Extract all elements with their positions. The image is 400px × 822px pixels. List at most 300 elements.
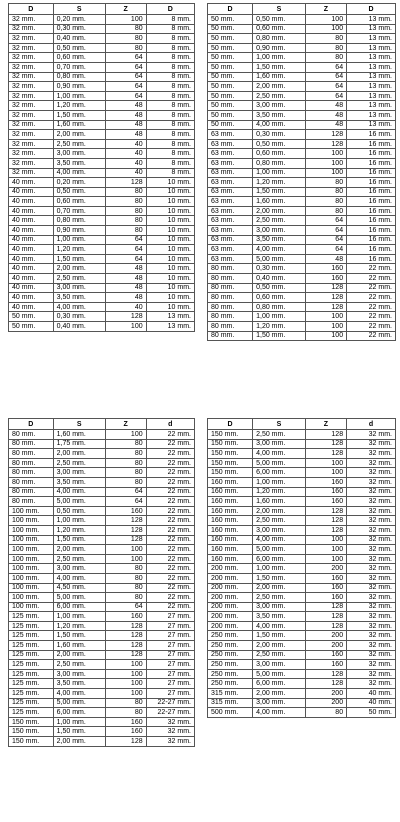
header-cell: Z — [305, 4, 346, 15]
table-row — [208, 458, 396, 468]
table-row — [208, 15, 396, 25]
table-row — [9, 525, 195, 535]
header-cell: d — [146, 419, 194, 430]
cell-teeth: 64 — [305, 245, 346, 255]
header-cell: S — [253, 4, 306, 15]
table-row — [208, 535, 396, 545]
cell-teeth: 100 — [105, 322, 146, 332]
cell-teeth: 160 — [305, 274, 346, 284]
cell-thickness: 0,40 mm. — [253, 274, 306, 284]
cell-diameter: 50 mm. — [208, 72, 253, 82]
cell-thickness: 1,60 mm. — [253, 497, 306, 507]
cell-bore: 16 mm. — [347, 158, 396, 168]
cell-bore: 10 mm. — [146, 283, 194, 293]
cell-diameter: 40 mm. — [9, 197, 54, 207]
table-row — [208, 679, 396, 689]
cell-bore: 22 mm. — [347, 274, 396, 284]
cell-bore: 32 mm. — [347, 631, 396, 641]
cell-bore: 13 mm. — [347, 110, 396, 120]
cell-thickness: 1,50 mm. — [53, 254, 105, 264]
table-row — [208, 439, 396, 449]
table-row — [9, 24, 195, 34]
cell-bore: 16 mm. — [347, 130, 396, 140]
cell-teeth: 100 — [305, 158, 346, 168]
cell-bore: 16 mm. — [347, 235, 396, 245]
cell-diameter: 63 mm. — [208, 139, 253, 149]
cell-diameter: 125 mm. — [9, 650, 54, 660]
cell-diameter: 100 mm. — [9, 602, 54, 612]
table-row — [208, 650, 396, 660]
cell-diameter: 100 mm. — [9, 516, 54, 526]
cell-thickness: 4,00 mm. — [253, 120, 306, 130]
cell-bore: 8 mm. — [146, 34, 194, 44]
header-row — [208, 4, 396, 15]
cell-teeth: 80 — [105, 226, 146, 236]
cell-diameter: 63 mm. — [208, 197, 253, 207]
cell-diameter: 32 mm. — [9, 62, 54, 72]
cell-thickness: 0,80 mm. — [253, 158, 306, 168]
cell-thickness: 5,00 mm. — [53, 497, 105, 507]
cell-bore: 10 mm. — [146, 226, 194, 236]
cell-teeth: 40 — [105, 158, 146, 168]
cell-bore: 8 mm. — [146, 110, 194, 120]
cell-teeth: 128 — [305, 130, 346, 140]
table-row — [208, 101, 396, 111]
cell-diameter: 63 mm. — [208, 158, 253, 168]
cell-bore: 32 mm. — [347, 506, 396, 516]
cell-thickness: 0,60 mm. — [253, 24, 306, 34]
table-row — [9, 206, 195, 216]
cell-thickness: 0,30 mm. — [253, 130, 306, 140]
table-row — [9, 737, 195, 747]
cell-bore: 22 mm. — [347, 322, 396, 332]
cell-teeth: 80 — [105, 439, 146, 449]
table-row — [9, 497, 195, 507]
table-row — [9, 698, 195, 708]
cell-thickness: 3,00 mm. — [53, 149, 105, 159]
cell-diameter: 250 mm. — [208, 660, 253, 670]
cell-teeth: 80 — [105, 708, 146, 718]
cell-diameter: 150 mm. — [9, 717, 54, 727]
table-row — [208, 24, 396, 34]
cell-diameter: 32 mm. — [9, 139, 54, 149]
cell-thickness: 2,50 mm. — [253, 516, 306, 526]
cell-diameter: 160 mm. — [208, 497, 253, 507]
cell-diameter: 32 mm. — [9, 130, 54, 140]
cell-bore: 13 mm. — [347, 53, 396, 63]
cell-diameter: 250 mm. — [208, 669, 253, 679]
table-row — [208, 72, 396, 82]
table-row — [9, 101, 195, 111]
cell-thickness: 2,00 mm. — [53, 545, 105, 555]
table-row — [9, 468, 195, 478]
cell-diameter: 50 mm. — [208, 82, 253, 92]
table-row — [208, 206, 396, 216]
cell-thickness: 1,50 mm. — [253, 631, 306, 641]
cell-teeth: 160 — [305, 660, 346, 670]
table-row — [9, 708, 195, 718]
cell-bore: 16 mm. — [347, 206, 396, 216]
table-row — [9, 554, 195, 564]
cell-thickness: 0,40 mm. — [53, 34, 105, 44]
cell-bore: 32 mm. — [347, 516, 396, 526]
table-row — [9, 312, 195, 322]
cell-bore: 22 mm. — [146, 583, 194, 593]
cell-thickness: 3,50 mm. — [253, 110, 306, 120]
cell-bore: 27 mm. — [146, 689, 194, 699]
cell-bore: 22 mm. — [146, 497, 194, 507]
cell-teeth: 128 — [105, 312, 146, 322]
cell-bore: 32 mm. — [347, 468, 396, 478]
cell-thickness: 2,00 mm. — [53, 449, 105, 459]
cell-teeth: 128 — [105, 178, 146, 188]
cell-bore: 32 mm. — [347, 583, 396, 593]
cell-diameter: 100 mm. — [9, 573, 54, 583]
cell-teeth: 80 — [105, 468, 146, 478]
table-row — [9, 669, 195, 679]
table-row — [208, 430, 396, 440]
cell-bore: 8 mm. — [146, 24, 194, 34]
header-cell: S — [53, 419, 105, 430]
cell-thickness: 1,00 mm. — [53, 717, 105, 727]
cell-thickness: 1,20 mm. — [253, 178, 306, 188]
cell-thickness: 3,00 mm. — [253, 226, 306, 236]
table-row — [208, 53, 396, 63]
cell-teeth: 80 — [305, 197, 346, 207]
cell-thickness: 1,20 mm. — [53, 101, 105, 111]
cell-bore: 32 mm. — [347, 430, 396, 440]
table-body — [208, 15, 396, 341]
cell-teeth: 160 — [105, 727, 146, 737]
cell-teeth: 128 — [305, 506, 346, 516]
cell-bore: 22 mm. — [146, 430, 194, 440]
cell-bore: 16 mm. — [347, 139, 396, 149]
cell-diameter: 200 mm. — [208, 593, 253, 603]
cell-teeth: 100 — [305, 15, 346, 25]
table-row — [208, 245, 396, 255]
cell-bore: 32 mm. — [146, 727, 194, 737]
cell-teeth: 128 — [105, 621, 146, 631]
cell-bore: 32 mm. — [347, 487, 396, 497]
cell-thickness: 2,50 mm. — [253, 650, 306, 660]
table-row — [9, 158, 195, 168]
cell-bore: 22 mm. — [347, 293, 396, 303]
cell-teeth: 160 — [305, 477, 346, 487]
cell-thickness: 4,00 mm. — [253, 621, 306, 631]
cell-teeth: 80 — [105, 216, 146, 226]
table-row — [208, 602, 396, 612]
cell-diameter: 80 mm. — [208, 312, 253, 322]
table-row — [9, 583, 195, 593]
cell-diameter: 200 mm. — [208, 583, 253, 593]
table-row — [208, 293, 396, 303]
cell-thickness: 6,00 mm. — [253, 679, 306, 689]
cell-bore: 27 mm. — [146, 669, 194, 679]
cell-teeth: 100 — [305, 322, 346, 332]
cell-bore: 13 mm. — [146, 322, 194, 332]
cell-thickness: 1,00 mm. — [253, 564, 306, 574]
cell-teeth: 64 — [305, 216, 346, 226]
cell-bore: 32 mm. — [347, 525, 396, 535]
header-cell: D — [347, 4, 396, 15]
cell-thickness: 1,20 mm. — [53, 621, 105, 631]
cell-bore: 22 mm. — [146, 535, 194, 545]
table-row — [208, 139, 396, 149]
cell-diameter: 40 mm. — [9, 226, 54, 236]
cell-diameter: 80 mm. — [208, 264, 253, 274]
cell-bore: 10 mm. — [146, 235, 194, 245]
table-row — [208, 477, 396, 487]
cell-diameter: 32 mm. — [9, 82, 54, 92]
cell-teeth: 128 — [305, 302, 346, 312]
cell-bore: 8 mm. — [146, 149, 194, 159]
cell-teeth: 80 — [105, 187, 146, 197]
cell-bore: 27 mm. — [146, 612, 194, 622]
cell-thickness: 0,90 mm. — [253, 43, 306, 53]
cell-thickness: 2,50 mm. — [53, 554, 105, 564]
cell-bore: 8 mm. — [146, 43, 194, 53]
cell-diameter: 125 mm. — [9, 621, 54, 631]
table-row — [208, 689, 396, 699]
cell-diameter: 160 mm. — [208, 535, 253, 545]
cell-teeth: 64 — [105, 235, 146, 245]
header-cell: Z — [105, 419, 146, 430]
cell-teeth: 128 — [305, 430, 346, 440]
cell-teeth: 48 — [105, 101, 146, 111]
cell-teeth: 100 — [105, 689, 146, 699]
spec-table-2 — [207, 3, 396, 341]
cell-diameter: 40 mm. — [9, 293, 54, 303]
cell-thickness: 5,00 mm. — [253, 254, 306, 264]
cell-teeth: 128 — [105, 650, 146, 660]
cell-bore: 22 mm. — [146, 554, 194, 564]
cell-teeth: 48 — [105, 293, 146, 303]
cell-teeth: 160 — [305, 650, 346, 660]
cell-teeth: 100 — [305, 458, 346, 468]
table-row — [9, 245, 195, 255]
cell-thickness: 0,60 mm. — [253, 149, 306, 159]
table-row — [9, 516, 195, 526]
cell-thickness: 2,50 mm. — [53, 458, 105, 468]
cell-diameter: 50 mm. — [208, 34, 253, 44]
cell-thickness: 1,20 mm. — [53, 525, 105, 535]
header-cell: D — [146, 4, 194, 15]
table-row — [9, 535, 195, 545]
table-row — [208, 468, 396, 478]
cell-teeth: 128 — [305, 525, 346, 535]
table-row — [9, 110, 195, 120]
cell-diameter: 63 mm. — [208, 130, 253, 140]
cell-thickness: 4,00 mm. — [253, 449, 306, 459]
cell-teeth: 80 — [105, 564, 146, 574]
cell-teeth: 160 — [305, 497, 346, 507]
cell-teeth: 200 — [305, 689, 346, 699]
table-row — [208, 178, 396, 188]
cell-thickness: 1,50 mm. — [253, 62, 306, 72]
cell-diameter: 50 mm. — [208, 43, 253, 53]
cell-bore: 13 mm. — [347, 43, 396, 53]
cell-bore: 16 mm. — [347, 245, 396, 255]
cell-thickness: 0,90 mm. — [53, 226, 105, 236]
cell-bore: 16 mm. — [347, 197, 396, 207]
table-row — [208, 254, 396, 264]
cell-teeth: 160 — [305, 593, 346, 603]
cell-thickness: 5,00 mm. — [253, 458, 306, 468]
cell-diameter: 50 mm. — [9, 322, 54, 332]
cell-bore: 10 mm. — [146, 245, 194, 255]
cell-thickness: 0,80 mm. — [253, 34, 306, 44]
table-row — [9, 187, 195, 197]
table-row — [208, 283, 396, 293]
cell-teeth: 80 — [105, 197, 146, 207]
cell-thickness: 2,00 mm. — [53, 130, 105, 140]
cell-thickness: 1,50 mm. — [253, 573, 306, 583]
cell-teeth: 64 — [105, 254, 146, 264]
table-row — [208, 497, 396, 507]
cell-teeth: 100 — [105, 679, 146, 689]
cell-diameter: 63 mm. — [208, 245, 253, 255]
table-body — [9, 430, 195, 747]
cell-teeth: 200 — [305, 631, 346, 641]
table-row — [9, 621, 195, 631]
cell-diameter: 80 mm. — [208, 302, 253, 312]
cell-thickness: 1,00 mm. — [53, 516, 105, 526]
table-row — [9, 149, 195, 159]
cell-diameter: 125 mm. — [9, 660, 54, 670]
cell-thickness: 1,75 mm. — [53, 439, 105, 449]
cell-bore: 13 mm. — [347, 15, 396, 25]
cell-teeth: 128 — [105, 525, 146, 535]
cell-thickness: 1,00 mm. — [53, 612, 105, 622]
table-row — [208, 120, 396, 130]
cell-thickness: 1,60 mm. — [53, 641, 105, 651]
cell-thickness: 1,50 mm. — [53, 110, 105, 120]
table-row — [9, 264, 195, 274]
cell-diameter: 80 mm. — [208, 283, 253, 293]
table-row — [9, 545, 195, 555]
cell-thickness: 2,00 mm. — [253, 506, 306, 516]
cell-bore: 10 mm. — [146, 197, 194, 207]
cell-teeth: 80 — [105, 458, 146, 468]
cell-diameter: 80 mm. — [9, 477, 54, 487]
cell-thickness: 3,50 mm. — [53, 158, 105, 168]
table-row — [208, 235, 396, 245]
cell-bore: 32 mm. — [347, 497, 396, 507]
table-row — [9, 602, 195, 612]
cell-teeth: 128 — [305, 139, 346, 149]
cell-thickness: 4,00 mm. — [253, 535, 306, 545]
cell-bore: 10 mm. — [146, 254, 194, 264]
cell-teeth: 64 — [105, 602, 146, 612]
cell-thickness: 1,50 mm. — [253, 331, 306, 341]
cell-diameter: 50 mm. — [208, 24, 253, 34]
cell-bore: 10 mm. — [146, 264, 194, 274]
table-row — [9, 15, 195, 25]
table-row — [9, 449, 195, 459]
cell-teeth: 48 — [105, 120, 146, 130]
table-row — [9, 62, 195, 72]
header-cell: S — [53, 4, 105, 15]
cell-bore: 22 mm. — [146, 545, 194, 555]
cell-thickness: 0,30 mm. — [253, 264, 306, 274]
table-row — [9, 487, 195, 497]
cell-thickness: 2,50 mm. — [53, 660, 105, 670]
table-row — [9, 689, 195, 699]
table-row — [9, 91, 195, 101]
cell-diameter: 80 mm. — [9, 430, 54, 440]
cell-bore: 22 mm. — [146, 506, 194, 516]
cell-teeth: 80 — [105, 593, 146, 603]
table-row — [208, 158, 396, 168]
cell-bore: 13 mm. — [347, 120, 396, 130]
cell-diameter: 125 mm. — [9, 669, 54, 679]
cell-diameter: 80 mm. — [9, 497, 54, 507]
table-row — [9, 130, 195, 140]
cell-diameter: 32 mm. — [9, 158, 54, 168]
cell-bore: 32 mm. — [347, 439, 396, 449]
cell-thickness: 0,60 mm. — [53, 53, 105, 63]
cell-thickness: 1,50 mm. — [53, 727, 105, 737]
cell-thickness: 1,00 mm. — [253, 168, 306, 178]
cell-bore: 8 mm. — [146, 168, 194, 178]
cell-teeth: 64 — [105, 82, 146, 92]
cell-diameter: 200 mm. — [208, 621, 253, 631]
table-row — [208, 226, 396, 236]
table-row — [208, 631, 396, 641]
cell-diameter: 150 mm. — [208, 439, 253, 449]
table-row — [9, 120, 195, 130]
cell-diameter: 160 mm. — [208, 477, 253, 487]
cell-diameter: 200 mm. — [208, 564, 253, 574]
cell-diameter: 32 mm. — [9, 110, 54, 120]
table-row — [208, 168, 396, 178]
cell-bore: 27 mm. — [146, 641, 194, 651]
cell-thickness: 1,20 mm. — [53, 245, 105, 255]
cell-diameter: 160 mm. — [208, 554, 253, 564]
cell-diameter: 125 mm. — [9, 689, 54, 699]
cell-bore: 32 mm. — [347, 612, 396, 622]
cell-teeth: 48 — [105, 283, 146, 293]
cell-teeth: 64 — [105, 62, 146, 72]
cell-thickness: 2,50 mm. — [53, 139, 105, 149]
cell-teeth: 128 — [305, 621, 346, 631]
cell-thickness: 1,60 mm. — [253, 197, 306, 207]
cell-teeth: 64 — [305, 82, 346, 92]
table-row — [9, 506, 195, 516]
cell-diameter: 32 mm. — [9, 168, 54, 178]
cell-diameter: 250 mm. — [208, 641, 253, 651]
cell-teeth: 128 — [305, 439, 346, 449]
cell-diameter: 80 mm. — [208, 331, 253, 341]
cell-bore: 27 mm. — [146, 621, 194, 631]
table-row — [208, 641, 396, 651]
cell-bore: 13 mm. — [347, 62, 396, 72]
table-row — [208, 564, 396, 574]
cell-diameter: 50 mm. — [9, 312, 54, 322]
cell-teeth: 100 — [305, 554, 346, 564]
cell-teeth: 80 — [105, 573, 146, 583]
cell-bore: 8 mm. — [146, 82, 194, 92]
table-row — [9, 178, 195, 188]
cell-bore: 22 mm. — [347, 283, 396, 293]
cell-thickness: 0,50 mm. — [53, 43, 105, 53]
cell-bore: 32 mm. — [146, 717, 194, 727]
table-row — [9, 302, 195, 312]
cell-diameter: 40 mm. — [9, 216, 54, 226]
cell-diameter: 32 mm. — [9, 91, 54, 101]
cell-bore: 32 mm. — [347, 669, 396, 679]
table-body — [9, 15, 195, 332]
